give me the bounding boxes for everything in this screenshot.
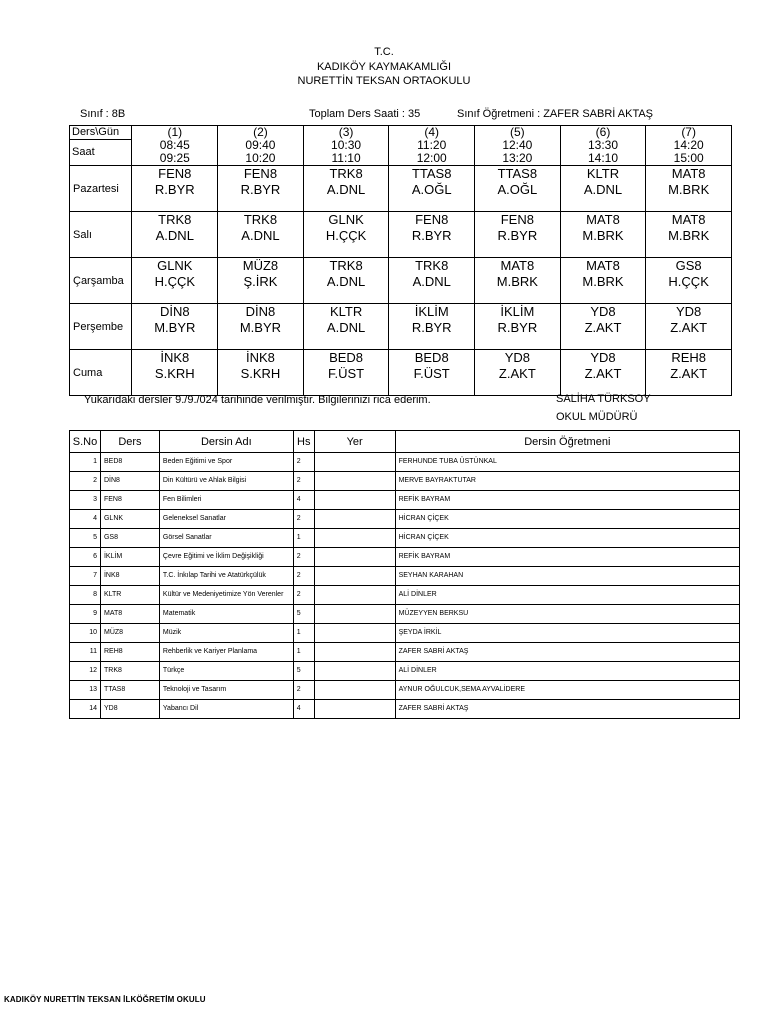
lesson-code: TRK8	[415, 258, 449, 273]
lesson-code: MAT8	[671, 166, 706, 181]
lesson-teacher: A.OĞL	[497, 182, 538, 197]
header-school-name: NURETTİN TEKSAN ORTAOKULU	[297, 75, 471, 87]
lesson-teacher: S.KRH	[154, 366, 195, 381]
lesson-code: MAT8	[586, 258, 620, 273]
lesson-cell	[389, 258, 475, 304]
day-row	[70, 166, 732, 212]
lesson-code: KLTR	[329, 304, 363, 319]
period-start: 14:20	[673, 138, 704, 152]
row-number: 4	[70, 510, 101, 529]
course-code: DİN8	[100, 472, 159, 491]
lesson-teacher: F.ÜST	[413, 366, 450, 381]
lesson-cell	[475, 304, 561, 350]
legend-header-cell: Hs	[293, 431, 314, 453]
weekly-hours: 2	[293, 567, 314, 586]
lesson-code: BED8	[414, 350, 449, 365]
header-tc: T.C.	[374, 46, 394, 58]
lesson-cell	[389, 166, 475, 212]
legend-row	[70, 548, 740, 567]
lesson-teacher: R.BYR	[240, 182, 281, 197]
location	[314, 567, 395, 586]
location	[314, 472, 395, 491]
lesson-code: MÜZ8	[242, 258, 279, 273]
period-number: (7)	[681, 125, 696, 139]
weekly-hours: 2	[293, 472, 314, 491]
row-number: 5	[70, 529, 101, 548]
period-header	[218, 126, 304, 166]
lesson-teacher: Z.AKT	[670, 320, 708, 335]
course-name: Yabancı Dil	[159, 700, 293, 719]
lesson-teacher: M.BRK	[668, 182, 710, 197]
period-header	[303, 126, 389, 166]
lesson-cell	[475, 258, 561, 304]
header-kaymakamlik: KADIKÖY KAYMAKAMLIĞI	[316, 61, 452, 73]
location	[314, 510, 395, 529]
period-end: 09:25	[159, 151, 190, 165]
lesson-code: FEN8	[500, 212, 534, 227]
weekly-hours: 2	[293, 681, 314, 700]
period-start: 13:30	[587, 138, 618, 152]
lesson-teacher: R.BYR	[497, 228, 538, 243]
location	[314, 700, 395, 719]
lesson-teacher: H.ÇÇK	[325, 228, 367, 243]
lesson-cell	[475, 350, 561, 396]
course-code: TRK8	[100, 662, 159, 681]
lesson-teacher: R.BYR	[154, 182, 195, 197]
lesson-code: İNK8	[160, 350, 190, 365]
row-number: 2	[70, 472, 101, 491]
course-teacher: ALİ DİNLER	[395, 586, 739, 605]
lesson-teacher: M.BRK	[582, 274, 624, 289]
row-number: 14	[70, 700, 101, 719]
course-code: GLNK	[100, 510, 159, 529]
period-number: (1)	[167, 125, 183, 139]
lesson-code: TRK8	[329, 166, 363, 181]
lesson-code: GS8	[675, 258, 702, 273]
period-number: (5)	[510, 125, 525, 139]
lesson-code: TRK8	[158, 212, 192, 227]
location	[314, 681, 395, 700]
lesson-code: YD8	[590, 304, 616, 319]
course-name: Görsel Sanatlar	[159, 529, 293, 548]
legend-row	[70, 662, 740, 681]
location	[314, 548, 395, 567]
course-name: Beden Eğitimi ve Spor	[159, 453, 293, 472]
course-code: FEN8	[100, 491, 159, 510]
course-code: İKLİM	[100, 548, 159, 567]
day-name: Pazartesi	[70, 166, 132, 212]
legend-row	[70, 624, 740, 643]
legend-row	[70, 586, 740, 605]
principal-title: OKUL MÜDÜRÜ	[556, 411, 638, 423]
legend-row	[70, 605, 740, 624]
period-end: 12:00	[416, 151, 447, 165]
row-number: 10	[70, 624, 101, 643]
weekly-hours: 2	[293, 586, 314, 605]
weekly-hours: 5	[293, 605, 314, 624]
location	[314, 662, 395, 681]
lesson-code: BED8	[329, 350, 364, 365]
legend-row	[70, 643, 740, 662]
location	[314, 643, 395, 662]
period-end: 15:00	[673, 151, 704, 165]
day-name: Cuma	[70, 350, 132, 396]
row-number: 8	[70, 586, 101, 605]
lesson-teacher: S.KRH	[240, 366, 281, 381]
lesson-code: FEN8	[243, 166, 278, 181]
legend-row	[70, 529, 740, 548]
course-name: Rehberlik ve Kariyer Planlama	[159, 643, 293, 662]
weekly-hours: 2	[293, 453, 314, 472]
lesson-teacher: A.DNL	[412, 274, 451, 289]
legend-row	[70, 472, 740, 491]
lesson-cell	[132, 304, 218, 350]
legend-header-cell: Ders	[100, 431, 159, 453]
lesson-teacher: R.BYR	[411, 320, 452, 335]
lesson-code: DİN8	[159, 304, 190, 319]
course-code: MAT8	[100, 605, 159, 624]
course-teacher: HİCRAN ÇİÇEK	[395, 529, 739, 548]
legend-row	[70, 681, 740, 700]
course-name: Türkçe	[159, 662, 293, 681]
course-name: Çevre Eğitimi ve İklim Değişikliği	[159, 548, 293, 567]
lesson-teacher: Z.AKT	[670, 366, 708, 381]
corner-ders-gun: Ders\Gün	[70, 126, 131, 140]
lesson-teacher: A.DNL	[326, 274, 366, 289]
lesson-teacher: A.DNL	[155, 228, 194, 243]
lesson-code: İKLİM	[414, 304, 449, 319]
row-number: 9	[70, 605, 101, 624]
day-row	[70, 350, 732, 396]
day-row	[70, 304, 732, 350]
lesson-code: İNK8	[245, 350, 275, 365]
lesson-code: FEN8	[415, 212, 449, 227]
course-code: GS8	[100, 529, 159, 548]
period-start: 10:30	[331, 138, 362, 152]
course-teacher: MERVE BAYRAKTUTAR	[395, 472, 739, 491]
course-name: Geleneksel Sanatlar	[159, 510, 293, 529]
period-start: 09:40	[245, 138, 276, 152]
lesson-cell	[218, 350, 304, 396]
lesson-cell	[389, 304, 475, 350]
course-teacher: ALİ DİNLER	[395, 662, 739, 681]
weekly-schedule-table	[69, 125, 732, 396]
lesson-cell	[475, 212, 561, 258]
lesson-teacher: H.ÇÇK	[668, 274, 709, 289]
period-number: (6)	[595, 125, 611, 139]
location	[314, 605, 395, 624]
period-header	[389, 126, 475, 166]
period-header	[132, 126, 218, 166]
day-name: Çarşamba	[70, 258, 132, 304]
course-teacher: FERHUNDE TUBA ÜSTÜNKAL	[395, 453, 739, 472]
lesson-teacher: M.BRK	[582, 228, 624, 243]
course-code: MÜZ8	[100, 624, 159, 643]
location	[314, 453, 395, 472]
lesson-cell	[303, 212, 389, 258]
course-name: Din Kültürü ve Ahlak Bilgisi	[159, 472, 293, 491]
lesson-cell	[389, 350, 475, 396]
total-hours-label: Toplam Ders Saati : 35	[309, 108, 421, 120]
legend-header-cell: Dersin Öğretmeni	[395, 431, 739, 453]
lesson-cell	[560, 350, 646, 396]
lesson-code: DİN8	[245, 304, 276, 319]
weekly-hours: 2	[293, 510, 314, 529]
lesson-code: YD8	[590, 350, 616, 365]
course-name: Kültür ve Medeniyetimize Yön Verenler	[159, 586, 293, 605]
location	[314, 529, 395, 548]
course-code: TTAS8	[100, 681, 159, 700]
period-header	[560, 126, 646, 166]
lesson-cell	[646, 350, 732, 396]
lesson-teacher: M.BYR	[154, 320, 196, 335]
period-number: (4)	[424, 125, 440, 139]
course-teacher: HİCRAN ÇİÇEK	[395, 510, 739, 529]
period-end: 11:10	[331, 151, 361, 165]
period-end: 10:20	[245, 151, 276, 165]
period-start: 12:40	[502, 138, 533, 152]
lesson-teacher: Z.AKT	[584, 320, 622, 335]
lesson-cell	[303, 166, 389, 212]
course-teacher: ZAFER SABRİ AKTAŞ	[395, 700, 739, 719]
lesson-cell	[132, 166, 218, 212]
lesson-code: GLNK	[328, 212, 364, 227]
weekly-hours: 4	[293, 491, 314, 510]
lesson-code: MAT8	[500, 258, 535, 273]
day-row	[70, 212, 732, 258]
class-label: Sınıf : 8B	[80, 108, 126, 120]
lesson-code: TRK8	[243, 212, 278, 227]
schedule-header-row	[70, 126, 732, 166]
legend-row	[70, 567, 740, 586]
day-name: Perşembe	[70, 304, 132, 350]
lesson-teacher: M.BRK	[496, 274, 538, 289]
period-header	[646, 126, 732, 166]
period-end: 14:10	[587, 151, 618, 165]
period-start: 08:45	[159, 138, 190, 152]
lesson-cell	[132, 258, 218, 304]
lesson-cell	[132, 350, 218, 396]
location	[314, 491, 395, 510]
lesson-code: MAT8	[671, 212, 706, 227]
lesson-teacher: F.ÜST	[328, 366, 365, 381]
lesson-teacher: M.BYR	[239, 320, 282, 335]
legend-row	[70, 700, 740, 719]
course-code: BED8	[100, 453, 159, 472]
lesson-teacher: H.ÇÇK	[154, 274, 196, 289]
footer-note: Yukarıdaki dersler 9./9./024 tarihinde verilmiştir. Bilgilerinizi rica ederim.	[84, 394, 431, 406]
course-teacher: REFİK BAYRAM	[395, 548, 739, 567]
bottom-school-label: KADIKÖY NURETTİN TEKSAN İLKÖĞRETİM OKULU	[4, 995, 206, 1004]
course-code: YD8	[100, 700, 159, 719]
lesson-code: MAT8	[586, 212, 620, 227]
lesson-teacher: Ş.İRK	[243, 274, 278, 289]
lesson-cell	[303, 350, 389, 396]
lesson-code: TTAS8	[411, 166, 452, 181]
lesson-cell	[218, 166, 304, 212]
lesson-cell	[646, 212, 732, 258]
legend-row	[70, 491, 740, 510]
course-teacher: AYNUR OĞULCUK,SEMA AYVALİDERE	[395, 681, 739, 700]
day-row	[70, 258, 732, 304]
row-number: 6	[70, 548, 101, 567]
lesson-code: REH8	[671, 350, 706, 365]
lesson-teacher: M.BRK	[668, 228, 710, 243]
lesson-cell	[218, 212, 304, 258]
row-number: 13	[70, 681, 101, 700]
period-number: (2)	[253, 125, 268, 139]
course-code: KLTR	[100, 586, 159, 605]
course-name: Matematik	[159, 605, 293, 624]
course-legend-table	[69, 430, 740, 719]
row-number: 1	[70, 453, 101, 472]
day-name: Salı	[70, 212, 132, 258]
lesson-cell	[218, 258, 304, 304]
lesson-cell	[560, 166, 646, 212]
course-name: Fen Bilimleri	[159, 491, 293, 510]
weekly-hours: 1	[293, 643, 314, 662]
corner-cell	[70, 126, 132, 166]
lesson-teacher: A.OĞL	[411, 182, 452, 197]
lesson-teacher: Z.AKT	[498, 366, 536, 381]
weekly-hours: 5	[293, 662, 314, 681]
lesson-code: FEN8	[158, 166, 192, 181]
legend-row	[70, 453, 740, 472]
lesson-teacher: R.BYR	[497, 320, 538, 335]
weekly-hours: 4	[293, 700, 314, 719]
lesson-code: KLTR	[586, 166, 620, 181]
course-teacher: MÜZEYYEN BERKSU	[395, 605, 739, 624]
lesson-cell	[303, 258, 389, 304]
weekly-hours: 1	[293, 529, 314, 548]
row-number: 3	[70, 491, 101, 510]
course-teacher: ZAFER SABRİ AKTAŞ	[395, 643, 739, 662]
lesson-cell	[303, 304, 389, 350]
course-teacher: SEYHAN KARAHAN	[395, 567, 739, 586]
course-teacher: ŞEYDA İRKİL	[395, 624, 739, 643]
lesson-cell	[218, 304, 304, 350]
lesson-teacher: A.DNL	[326, 320, 366, 335]
lesson-cell	[389, 212, 475, 258]
lesson-code: İKLİM	[500, 304, 535, 319]
lesson-cell	[560, 258, 646, 304]
lesson-cell	[646, 304, 732, 350]
course-teacher: REFİK BAYRAM	[395, 491, 739, 510]
lesson-code: TRK8	[329, 258, 363, 273]
lesson-cell	[560, 304, 646, 350]
corner-saat: Saat	[72, 146, 95, 158]
course-code: REH8	[100, 643, 159, 662]
lesson-cell	[132, 212, 218, 258]
period-number: (3)	[338, 125, 354, 139]
period-end: 13:20	[502, 151, 533, 165]
course-name: T.C. İnkılap Tarihi ve Atatürkçülük	[159, 567, 293, 586]
location	[314, 624, 395, 643]
weekly-hours: 1	[293, 624, 314, 643]
lesson-cell	[475, 166, 561, 212]
lesson-cell	[646, 258, 732, 304]
legend-header-cell: Dersin Adı	[159, 431, 293, 453]
course-code: İNK8	[100, 567, 159, 586]
legend-header-cell: Yer	[314, 431, 395, 453]
lesson-teacher: A.DNL	[583, 182, 623, 197]
row-number: 7	[70, 567, 101, 586]
legend-row	[70, 510, 740, 529]
lesson-cell	[646, 166, 732, 212]
row-number: 11	[70, 643, 101, 662]
legend-header-cell: S.No	[70, 431, 101, 453]
lesson-cell	[560, 212, 646, 258]
class-teacher-label: Sınıf Öğretmeni : ZAFER SABRİ AKTAŞ	[457, 108, 654, 120]
lesson-code: TTAS8	[497, 166, 538, 181]
weekly-hours: 2	[293, 548, 314, 567]
lesson-code: GLNK	[157, 258, 193, 273]
location	[314, 586, 395, 605]
course-name: Teknoloji ve Tasarım	[159, 681, 293, 700]
period-start: 11:20	[417, 138, 447, 152]
principal-name: SALİHA TÜRKSOY	[556, 393, 651, 405]
lesson-code: YD8	[504, 350, 530, 365]
period-header	[475, 126, 561, 166]
lesson-teacher: A.DNL	[241, 228, 280, 243]
course-name: Müzik	[159, 624, 293, 643]
lesson-code: YD8	[676, 304, 702, 319]
lesson-teacher: A.DNL	[326, 182, 366, 197]
lesson-teacher: Z.AKT	[584, 366, 622, 381]
row-number: 12	[70, 662, 101, 681]
lesson-teacher: R.BYR	[411, 228, 452, 243]
